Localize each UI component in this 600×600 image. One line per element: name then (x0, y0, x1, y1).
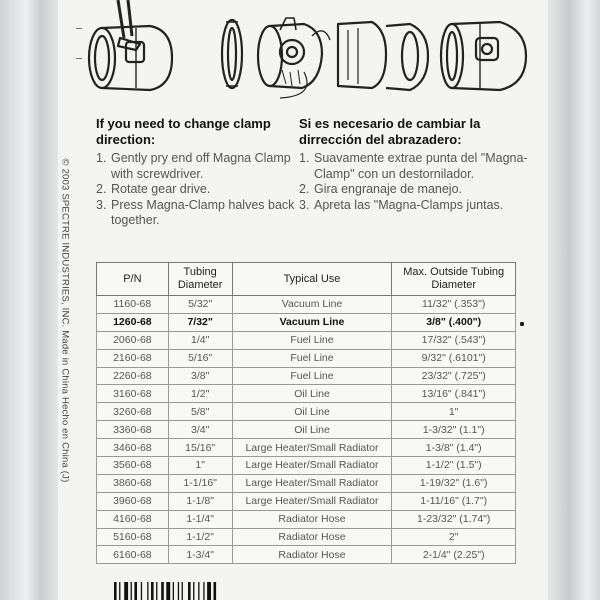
cell-max-outside-diameter: 11/32" (.353") (392, 296, 516, 314)
cell-part-number: 3360-68 (97, 421, 169, 439)
barcode-bar (119, 582, 120, 600)
cell-typical-use: Vacuum Line (232, 296, 392, 314)
header-tubing-diameter: Tubing Diameter (168, 263, 232, 296)
cell-max-outside-diameter: 1-23/32" (1.74") (392, 510, 516, 528)
table-row (97, 296, 516, 314)
cell-max-outside-diameter: 23/32" (.725") (392, 367, 516, 385)
cell-tubing-diameter: 1-1/8" (168, 492, 232, 510)
cell-typical-use: Oil Line (232, 385, 392, 403)
cell-typical-use: Large Heater/Small Radiator (232, 492, 392, 510)
cell-part-number: 1260-68 (97, 313, 169, 331)
barcode-bar (207, 582, 211, 600)
instructions-spanish (299, 116, 539, 213)
cell-part-number: 3460-68 (97, 439, 169, 457)
cell-part-number: 3560-68 (97, 457, 169, 475)
cell-max-outside-diameter: 1" (392, 403, 516, 421)
table-row (97, 439, 516, 457)
instruction-step: 1. Suavamente extrae punta del "Magna-Clamp" con un destornilador. (299, 151, 528, 181)
table-row (97, 421, 516, 439)
clamp-end-cap-figure (222, 20, 242, 88)
cell-max-outside-diameter: 1-3/32" (1.1") (392, 421, 516, 439)
copyright-vertical-text (57, 140, 73, 500)
cell-typical-use: Oil Line (232, 421, 392, 439)
cell-typical-use: Radiator Hose (232, 546, 392, 564)
mark-dot (520, 322, 524, 326)
cell-typical-use: Large Heater/Small Radiator (232, 474, 392, 492)
instructions-heading: Si es necesario de cambiar la dirrección del abrazadero: (299, 116, 481, 147)
copyright-text: © 2003 SPECTRE INDUSTRIES, INC. Made in China Hecho en China (J) (59, 158, 71, 482)
cell-typical-use: Radiator Hose (232, 510, 392, 528)
cell-part-number: 2160-68 (97, 349, 169, 367)
header-typical-use: Typical Use (232, 263, 392, 296)
cell-max-outside-diameter: 1-19/32" (1.6") (392, 474, 516, 492)
barcode-bar (182, 582, 183, 600)
instruction-step: 3. Apreta las "Magna-Clamps juntas. (299, 197, 504, 212)
clamp-illustration (80, 0, 540, 108)
barcode-bar (131, 582, 132, 600)
clamp-with-screwdriver-figure (89, 0, 172, 90)
instruction-step: 2. Rotate gear drive. (96, 182, 211, 196)
barcode-bar (193, 582, 194, 600)
spec-table (96, 262, 516, 564)
cell-tubing-diameter: 1-1/16" (168, 474, 232, 492)
cell-typical-use: Fuel Line (232, 367, 392, 385)
header-max-outside-diameter: Max. Outside Tubing Diameter (392, 263, 516, 296)
assembled-clamp-figure (441, 22, 526, 90)
barcode-bar (141, 582, 142, 600)
header-part-number: P/N (97, 263, 169, 296)
blister-plastic-left (0, 0, 58, 600)
barcode-bar (124, 582, 128, 600)
table-row (97, 492, 516, 510)
cell-part-number: 3260-68 (97, 403, 169, 421)
cell-part-number: 6160-68 (97, 546, 169, 564)
cell-max-outside-diameter: 2" (392, 528, 516, 546)
barcode-bar (178, 582, 179, 600)
barcode-bar (166, 582, 170, 600)
table-row (97, 403, 516, 421)
cell-typical-use: Large Heater/Small Radiator (232, 457, 392, 475)
table-row (97, 349, 516, 367)
table-row (97, 331, 516, 349)
gear-drive-figure (258, 18, 330, 98)
cell-part-number: 3160-68 (97, 385, 169, 403)
table-row (97, 510, 516, 528)
table-row (97, 457, 516, 475)
barcode (114, 582, 244, 600)
barcode-bar (198, 582, 199, 600)
cell-max-outside-diameter: 1-11/16" (1.7") (392, 492, 516, 510)
cell-tubing-diameter: 1-1/4" (168, 510, 232, 528)
cell-part-number: 2260-68 (97, 367, 169, 385)
cell-tubing-diameter: 1/2" (168, 385, 232, 403)
cell-part-number: 2060-68 (97, 331, 169, 349)
instructions-heading: If you need to change clamp direction: (96, 116, 271, 147)
clamp-halves-figure (338, 22, 428, 90)
cell-max-outside-diameter: 3/8" (.400") (392, 313, 516, 331)
table-row (97, 528, 516, 546)
barcode-bar (114, 582, 117, 600)
cell-part-number: 4160-68 (97, 510, 169, 528)
instructions-english (96, 116, 296, 229)
cell-tubing-diameter: 3/4" (168, 421, 232, 439)
cell-tubing-diameter: 7/32" (168, 313, 232, 331)
cell-tubing-diameter: 3/8" (168, 367, 232, 385)
cell-typical-use: Vacuum Line (232, 313, 392, 331)
cell-typical-use: Large Heater/Small Radiator (232, 439, 392, 457)
cell-part-number: 1160-68 (97, 296, 169, 314)
barcode-bar (134, 582, 137, 600)
barcode-bar (151, 582, 154, 600)
cell-max-outside-diameter: 2-1/4" (2.25") (392, 546, 516, 564)
table-header-row (97, 263, 516, 296)
cell-part-number: 3860-68 (97, 474, 169, 492)
cell-part-number: 3960-68 (97, 492, 169, 510)
table-row (97, 385, 516, 403)
cell-typical-use: Radiator Hose (232, 528, 392, 546)
package-card (58, 0, 548, 600)
barcode-bar (161, 582, 164, 600)
table-row (97, 546, 516, 564)
cell-typical-use: Oil Line (232, 403, 392, 421)
barcode-bar (188, 582, 191, 600)
cell-tubing-diameter: 5/8" (168, 403, 232, 421)
spec-table-body (97, 296, 516, 564)
barcode-bar (156, 582, 157, 600)
cell-tubing-diameter: 1-3/4" (168, 546, 232, 564)
cell-typical-use: Fuel Line (232, 349, 392, 367)
cell-max-outside-diameter: 1-1/2" (1.5") (392, 457, 516, 475)
table-row (97, 313, 516, 331)
cell-tubing-diameter: 5/16" (168, 349, 232, 367)
table-row (97, 474, 516, 492)
cell-typical-use: Fuel Line (232, 331, 392, 349)
cell-tubing-diameter: 5/32" (168, 296, 232, 314)
blister-plastic-right (548, 0, 600, 600)
barcode-bar (203, 582, 204, 600)
cell-max-outside-diameter: 9/32" (.6101") (392, 349, 516, 367)
cell-max-outside-diameter: 1-3/8" (1.4") (392, 439, 516, 457)
instruction-step: 1. Gently pry end off Magna Clamp with screwdriver. (96, 151, 291, 181)
barcode-bar (173, 582, 174, 600)
cell-tubing-diameter: 15/16" (168, 439, 232, 457)
barcode-bar (214, 582, 217, 600)
barcode-bar (147, 582, 148, 600)
cell-tubing-diameter: 1-1/2" (168, 528, 232, 546)
cell-tubing-diameter: 1/4" (168, 331, 232, 349)
cell-tubing-diameter: 1" (168, 457, 232, 475)
cell-max-outside-diameter: 13/16" (.841") (392, 385, 516, 403)
table-row (97, 367, 516, 385)
instruction-step: 3. Press Magna-Clamp halves back together. (96, 197, 295, 227)
instruction-step: 2. Gira engranaje de manejo. (299, 182, 463, 196)
cell-part-number: 5160-68 (97, 528, 169, 546)
cell-max-outside-diameter: 17/32" (.543") (392, 331, 516, 349)
